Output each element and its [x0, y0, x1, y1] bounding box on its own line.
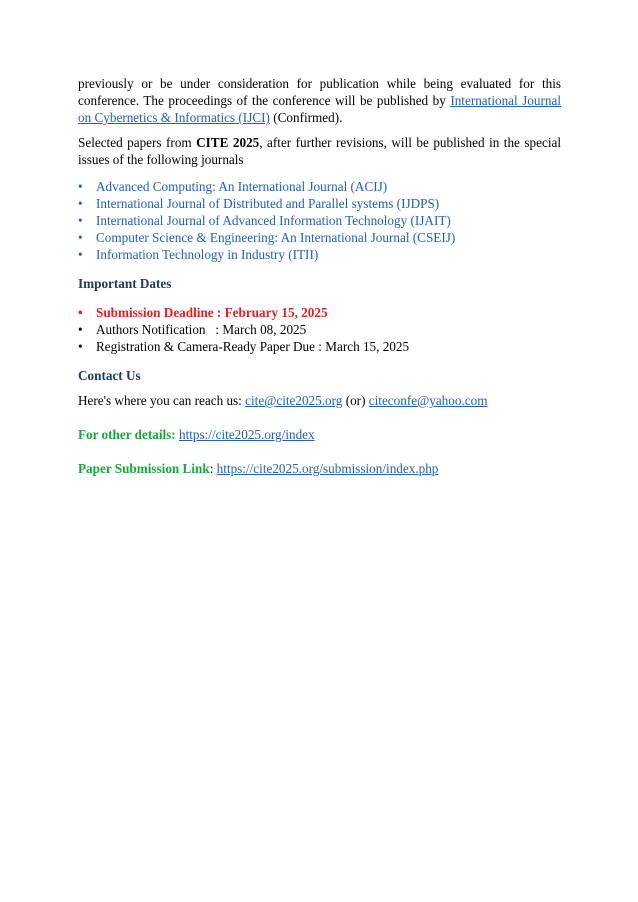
list-item	[78, 321, 561, 338]
bullet-icon: •	[78, 247, 83, 262]
contact-line	[78, 392, 561, 409]
list-item	[78, 338, 561, 355]
conference-name: CITE 2025	[196, 135, 260, 150]
journal-cseij[interactable]: Computer Science & Engineering: An International Journal (CSEIJ)	[96, 230, 456, 245]
list-item[interactable]	[78, 246, 561, 263]
index-link[interactable]: https://cite2025.org/index	[178, 427, 315, 442]
submission-deadline: Submission Deadline : February 15, 2025	[96, 305, 328, 320]
email-link-primary[interactable]: cite@cite2025.org	[245, 393, 343, 408]
bullet-icon: •	[78, 179, 83, 194]
other-details-label: For other details:	[78, 427, 176, 442]
selected-suffix: , after further revisions, will be published in the special issues of the following journals	[78, 135, 561, 167]
ijci-journal-link[interactable]: International Journal on Cybernetics & Informatics (IJCI)	[78, 93, 561, 125]
email-link-secondary[interactable]: citeconfe@yahoo.com	[368, 393, 488, 408]
dates-list	[78, 304, 561, 355]
authors-notification: Authors Notification : March 08, 2025	[96, 322, 307, 337]
selected-papers-paragraph	[78, 134, 561, 168]
intro-paragraph-rest	[78, 92, 561, 126]
other-details-line	[78, 426, 561, 443]
list-item	[78, 304, 561, 321]
submission-link[interactable]: https://cite2025.org/submission/index.php	[216, 461, 439, 476]
bullet-icon: •	[78, 305, 83, 320]
list-item[interactable]	[78, 178, 561, 195]
journal-ijait[interactable]: International Journal of Advanced Information Technology (IJAIT)	[96, 213, 451, 228]
bullet-icon: •	[78, 196, 83, 211]
journal-itii[interactable]: Information Technology in Industry (ITII)	[96, 247, 319, 262]
confirmed-text: (Confirmed).	[273, 110, 343, 125]
bullet-icon: •	[78, 213, 83, 228]
bullet-icon: •	[78, 322, 83, 337]
intro-text-2: conference. The proceedings of the conference will be published by	[78, 93, 446, 108]
intro-line-1	[78, 75, 561, 92]
intro-text-1: previously or be under consideration for publication while being evaluated for this	[78, 76, 561, 91]
bullet-icon: •	[78, 230, 83, 245]
important-dates-heading: Important Dates	[78, 276, 172, 291]
list-item[interactable]	[78, 212, 561, 229]
submission-label: Paper Submission Link	[78, 461, 210, 476]
selected-prefix: Selected papers from	[78, 135, 192, 150]
bullet-icon: •	[78, 339, 83, 354]
list-item[interactable]	[78, 195, 561, 212]
contact-prefix: Here's where you can reach us:	[78, 393, 242, 408]
journal-acij[interactable]: Advanced Computing: An International Journal (ACIJ)	[96, 179, 388, 194]
submission-colon: :	[209, 461, 214, 476]
journal-list	[78, 178, 561, 263]
registration-due: Registration & Camera-Ready Paper Due : March 15, 2025	[96, 339, 410, 354]
submission-line	[78, 460, 561, 477]
list-item[interactable]	[78, 229, 561, 246]
journal-ijdps[interactable]: International Journal of Distributed and Parallel systems (IJDPS)	[96, 196, 440, 211]
contact-heading: Contact Us	[78, 368, 141, 383]
or-text: (or)	[345, 393, 366, 408]
